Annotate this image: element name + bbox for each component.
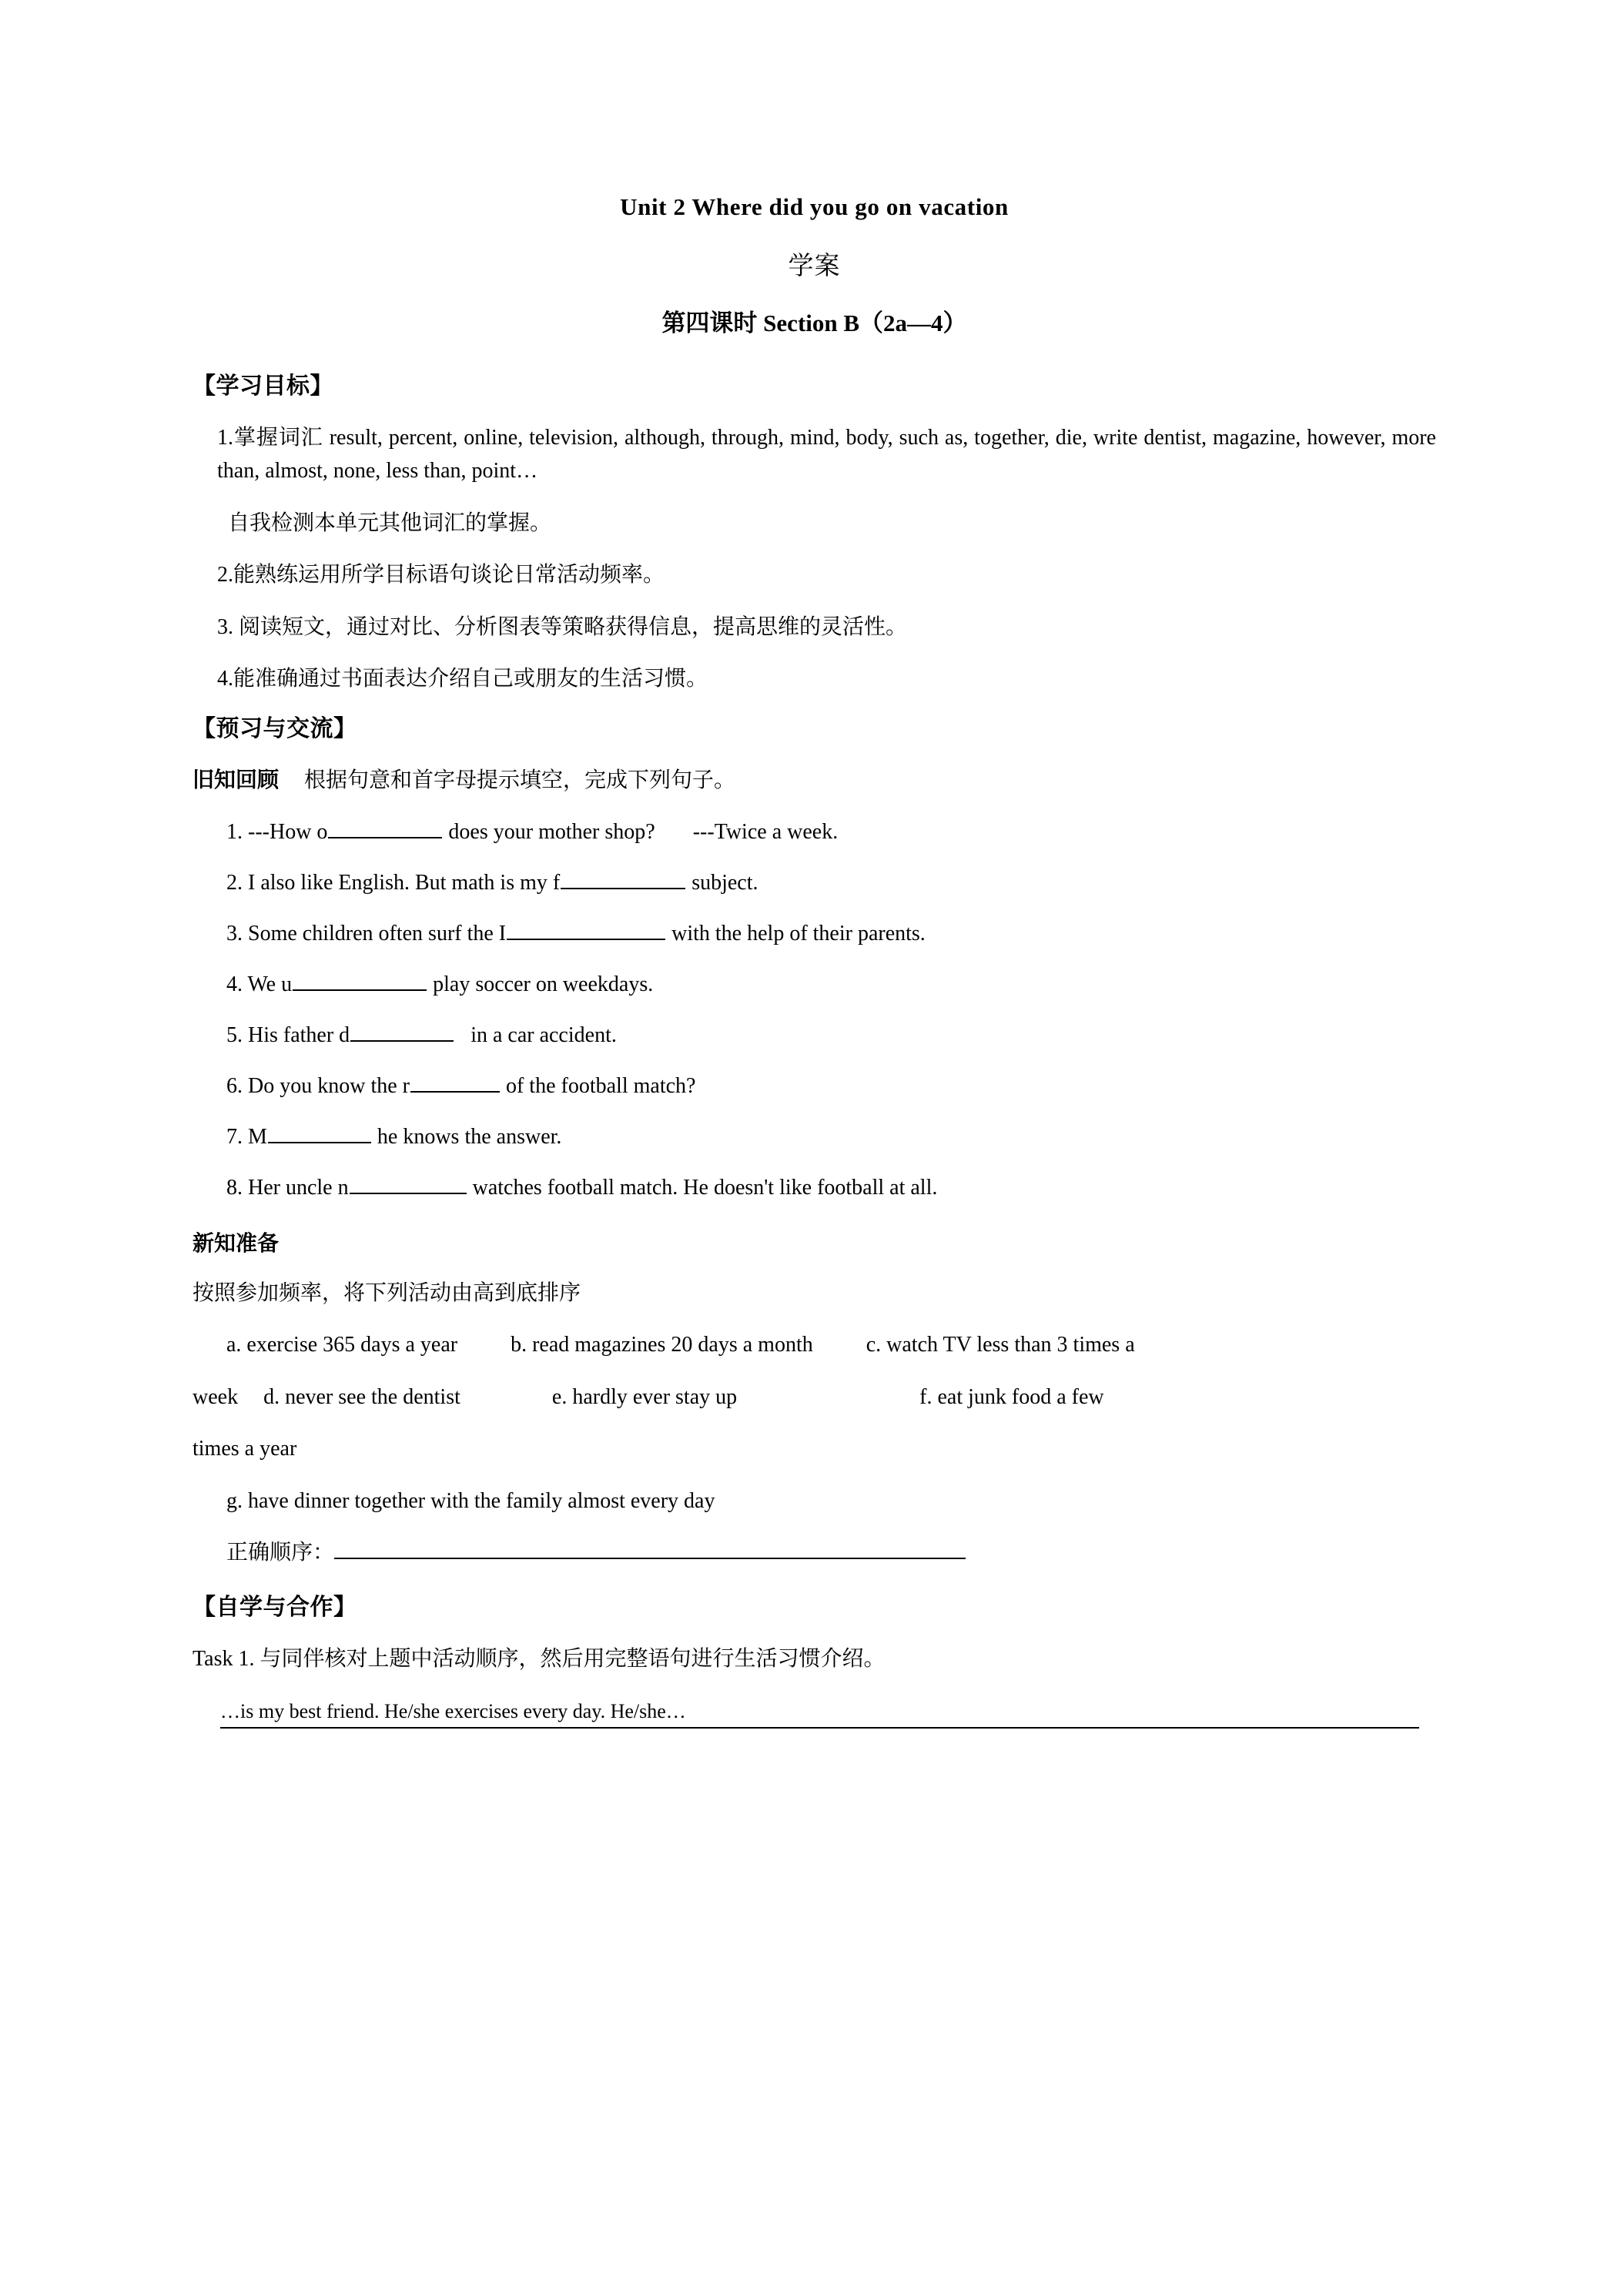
question-text-before: M xyxy=(248,1124,267,1149)
review-question-list xyxy=(193,816,1436,1204)
activity-option-d: d. never see the dentist xyxy=(263,1384,460,1409)
question-tail: ---Twice a week. xyxy=(692,819,839,844)
answer-blank[interactable] xyxy=(561,867,685,889)
objective-item-1 xyxy=(193,421,1436,488)
review-label: 旧知回顾 xyxy=(193,768,280,793)
question-text-before: Her uncle n xyxy=(248,1175,349,1200)
answer-blank[interactable] xyxy=(350,1019,454,1042)
task-1-instruction: Task 1. 与同伴核对上题中活动顺序，然后用完整语句进行生活习惯介绍。 xyxy=(193,1647,886,1672)
list-item xyxy=(226,1070,1436,1103)
activity-option-e: e. hardly ever stay up xyxy=(551,1384,738,1409)
page-subtitle: 学案 xyxy=(788,253,841,281)
question-text-after: with the help of their parents. xyxy=(671,921,926,946)
question-text-after: in a car accident. xyxy=(470,1022,617,1047)
answer-blank[interactable] xyxy=(410,1070,500,1093)
question-text-before: His father d xyxy=(248,1022,350,1047)
question-text-after: of the football match? xyxy=(505,1073,696,1098)
list-item xyxy=(226,1019,1436,1052)
objective-1-prefix: 1.掌握词汇 xyxy=(217,425,323,450)
question-text-after: subject. xyxy=(691,870,758,895)
answer-blank[interactable] xyxy=(293,969,427,991)
new-knowledge-heading: 新知准备 xyxy=(193,1231,280,1256)
question-text-before: We u xyxy=(247,972,293,996)
activity-option-list xyxy=(193,1328,1436,1569)
activity-row-2 xyxy=(193,1381,1436,1414)
list-item xyxy=(226,1172,1436,1204)
objective-item-1-note: 自我检测本单元其他词汇的掌握。 xyxy=(228,510,552,535)
question-number: 7. xyxy=(226,1124,243,1149)
question-text-before: I also like English. But math is my f xyxy=(248,870,561,895)
preview-heading: 【预习与交流】 xyxy=(193,716,357,742)
correct-order-row xyxy=(226,1536,1436,1569)
answer-blank[interactable] xyxy=(268,1121,371,1143)
answer-blank[interactable] xyxy=(328,816,442,838)
question-number: 8. xyxy=(226,1175,243,1200)
list-item xyxy=(226,969,1436,1001)
activity-row-1 xyxy=(226,1328,1436,1361)
question-text-after: play soccer on weekdays. xyxy=(433,972,654,996)
activity-option-f-cont: times a year xyxy=(193,1437,297,1461)
question-number: 6. xyxy=(226,1073,243,1098)
list-item xyxy=(226,1121,1436,1153)
answer-blank[interactable] xyxy=(350,1172,467,1194)
question-text-before: Some children often surf the I xyxy=(248,921,507,946)
self-study-heading: 【自学与合作】 xyxy=(193,1595,357,1621)
question-text-after: does your mother shop? xyxy=(448,819,655,844)
question-text-before: ---How o xyxy=(248,819,328,844)
objective-item-4: 4.能准确通过书面表达介绍自己或朋友的生活习惯。 xyxy=(217,666,708,691)
question-number: 4. xyxy=(226,972,243,996)
list-item xyxy=(226,918,1436,950)
new-knowledge-instruction: 按照参加频率，将下列活动由高到底排序 xyxy=(193,1281,581,1306)
activity-option-b: b. read magazines 20 days a month xyxy=(511,1333,813,1357)
question-number: 2. xyxy=(226,870,243,895)
activity-option-c-cont: week xyxy=(193,1384,239,1409)
correct-order-blank[interactable] xyxy=(334,1538,966,1559)
correct-order-label: 正确顺序： xyxy=(226,1541,335,1565)
review-instruction: 根据句意和首字母提示填空，完成下列句子。 xyxy=(304,768,736,793)
objective-1-words: result, percent, online, television, although, through, mind, body, such as, together, die, write dentist, magazine, however, more than, almost, none, less than, point… xyxy=(217,425,1436,484)
question-number: 3. xyxy=(226,921,243,946)
question-text-after: watches football match. He doesn't like football at all. xyxy=(472,1175,938,1200)
activity-option-g: g. have dinner together with the family almost every day xyxy=(226,1488,715,1513)
activity-option-f: f. eat junk food a few xyxy=(919,1384,1104,1409)
question-number: 5. xyxy=(226,1022,243,1047)
activity-option-c: c. watch TV less than 3 times a xyxy=(866,1333,1135,1357)
objectives-heading: 【学习目标】 xyxy=(193,373,333,399)
question-number: 1. xyxy=(226,819,243,844)
task-1-answer-line[interactable]: …is my best friend. He/she exercises every day. He/she… xyxy=(220,1698,1419,1729)
page-title: Unit 2 Where did you go on vacation xyxy=(620,193,1009,220)
list-item xyxy=(226,867,1436,899)
review-instruction-row xyxy=(193,764,1436,797)
question-text-before: Do you know the r xyxy=(248,1073,410,1098)
list-item xyxy=(226,816,1436,848)
objective-item-2: 2.能熟练运用所学目标语句谈论日常活动频率。 xyxy=(217,563,665,587)
activity-option-a: a. exercise 365 days a year xyxy=(226,1333,458,1357)
answer-blank[interactable] xyxy=(507,918,665,940)
objective-item-3: 3. 阅读短文，通过对比、分析图表等策略获得信息，提高思维的灵活性。 xyxy=(217,614,908,639)
page-section-label: 第四课时 Section B（2a—4） xyxy=(661,309,967,336)
question-text-after: he knows the answer. xyxy=(377,1124,562,1149)
